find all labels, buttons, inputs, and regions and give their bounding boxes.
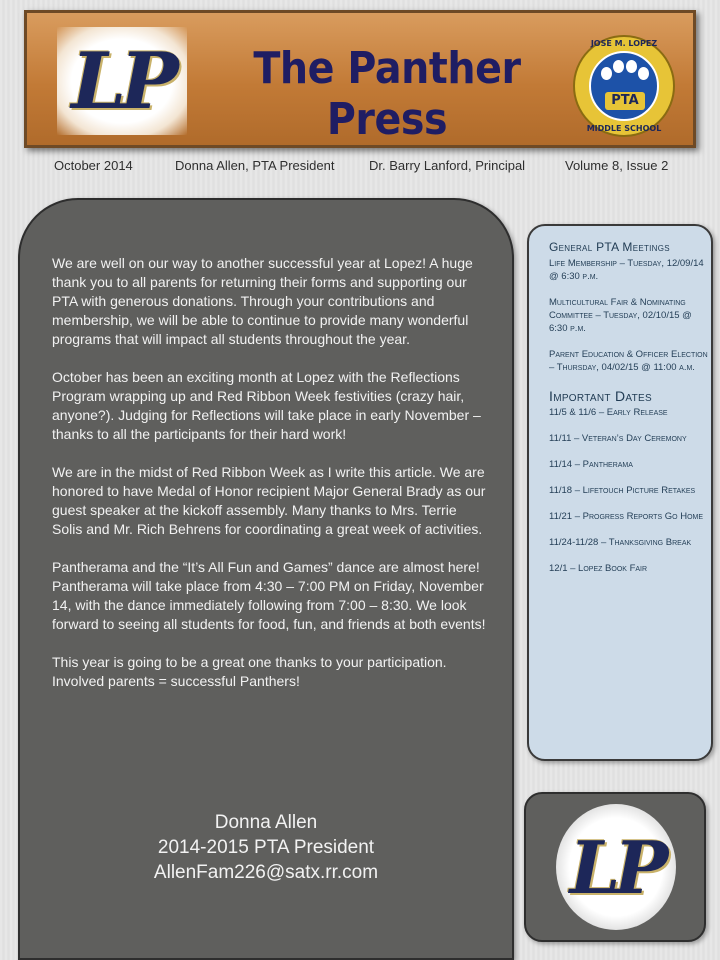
meetings-heading: General PTA Meetings <box>549 240 670 254</box>
date-item: 11/5 & 11/6 – Early Release <box>549 407 668 418</box>
seal-pta-label: PTA <box>605 92 645 110</box>
paw-toe-icon <box>638 67 649 80</box>
letter-paragraph: We are in the midst of Red Ribbon Week as I write this article. We are honored to have Medal of Honor recipient Major General Brady as our guest speaker at the kickoff assembly. Many thanks to Mrs. Terrie Solis and Mr. Rich Behrens for coordinating a great week of activities. <box>52 464 486 537</box>
letter-paragraph: This year is going to be a great one thanks to your participation. Involved parents = successful Panthers! <box>52 654 447 689</box>
meeting-item: Multicultural Fair & Nominating Committee – Tuesday, 02/10/15 @ 6:30 p.m. <box>549 297 692 334</box>
seal-bottom-text: MIDDLE SCHOOL <box>586 124 662 133</box>
date-item: 11/11 – Veteran’s Day Ceremony <box>549 433 687 444</box>
meeting-item: Parent Education & Officer Election – Thursday, 04/02/15 @ 11:00 a.m. <box>549 349 708 373</box>
newsletter-title: The Panther Press <box>253 43 521 145</box>
paw-toe-icon <box>601 67 612 80</box>
volume-issue: Volume 8, Issue 2 <box>565 158 669 173</box>
president-letter-panel <box>18 198 514 960</box>
lp-logo-left <box>57 27 187 135</box>
letter-paragraph: We are well on our way to another successful year at Lopez! A huge thank you to all parents for returning their forms and supporting our PTA with generous donations. Through your contributions and membership, we will be able to continue to provide many wonderful programs that will impact all students throughout the year. <box>52 255 473 347</box>
dates-heading: Important Dates <box>549 388 652 404</box>
signature-role: 2014-2015 PTA President <box>157 837 375 858</box>
signature-email: AllenFam226@satx.rr.com <box>153 862 379 883</box>
date-item: 12/1 – Lopez Book Fair <box>549 563 648 574</box>
pta-seal-logo <box>573 35 675 137</box>
lp-logo-bottom <box>556 804 676 930</box>
date-item: 11/14 – Pantherama <box>549 459 633 470</box>
principal-credit: Dr. Barry Lanford, Principal <box>369 158 526 173</box>
signature-name: Donna Allen <box>214 812 318 833</box>
paw-print-icon <box>589 51 659 121</box>
lp-logo-text: LP <box>569 824 663 910</box>
letter-paragraph: October has been an exciting month at Lopez with the Reflections Program wrapping up and Red Ribbon Week festivities (crazy hair, anyone?). Judging for Reflections will take place in early November – thanks to all the participants for their hard work! <box>52 369 481 442</box>
president-letter <box>52 254 490 710</box>
lp-logo-text: LP <box>71 35 173 127</box>
pta-president-credit: Donna Allen, PTA President <box>175 158 335 173</box>
sidebar-content <box>549 240 709 588</box>
seal-top-text: JOSE M. LOPEZ <box>590 39 658 48</box>
letter-paragraph: Pantherama and the “It’s All Fun and Games” dance are almost here! Pantherama will take place from 4:30 – 7:00 PM on Friday, November 14, with the dance immediately following from 7:00 – 8:30. We look forward to seeing all students for food, fun, and friends at both events! <box>52 559 486 632</box>
paw-toe-icon <box>613 60 624 73</box>
signature-block <box>20 810 512 885</box>
date-item: 11/21 – Progress Reports Go Home <box>549 511 704 522</box>
logo-panel <box>524 792 706 942</box>
paw-toe-icon <box>626 60 637 73</box>
masthead-banner <box>24 10 696 148</box>
date-item: 11/18 – Lifetouch Picture Retakes <box>549 485 696 496</box>
date-item: 11/24-11/28 – Thanksgiving Break <box>549 537 692 548</box>
issue-date: October 2014 <box>54 158 133 173</box>
calendar-sidebar <box>527 224 713 761</box>
meeting-item: Life Membership – Tuesday, 12/09/14 @ 6:30 p.m. <box>549 258 704 282</box>
